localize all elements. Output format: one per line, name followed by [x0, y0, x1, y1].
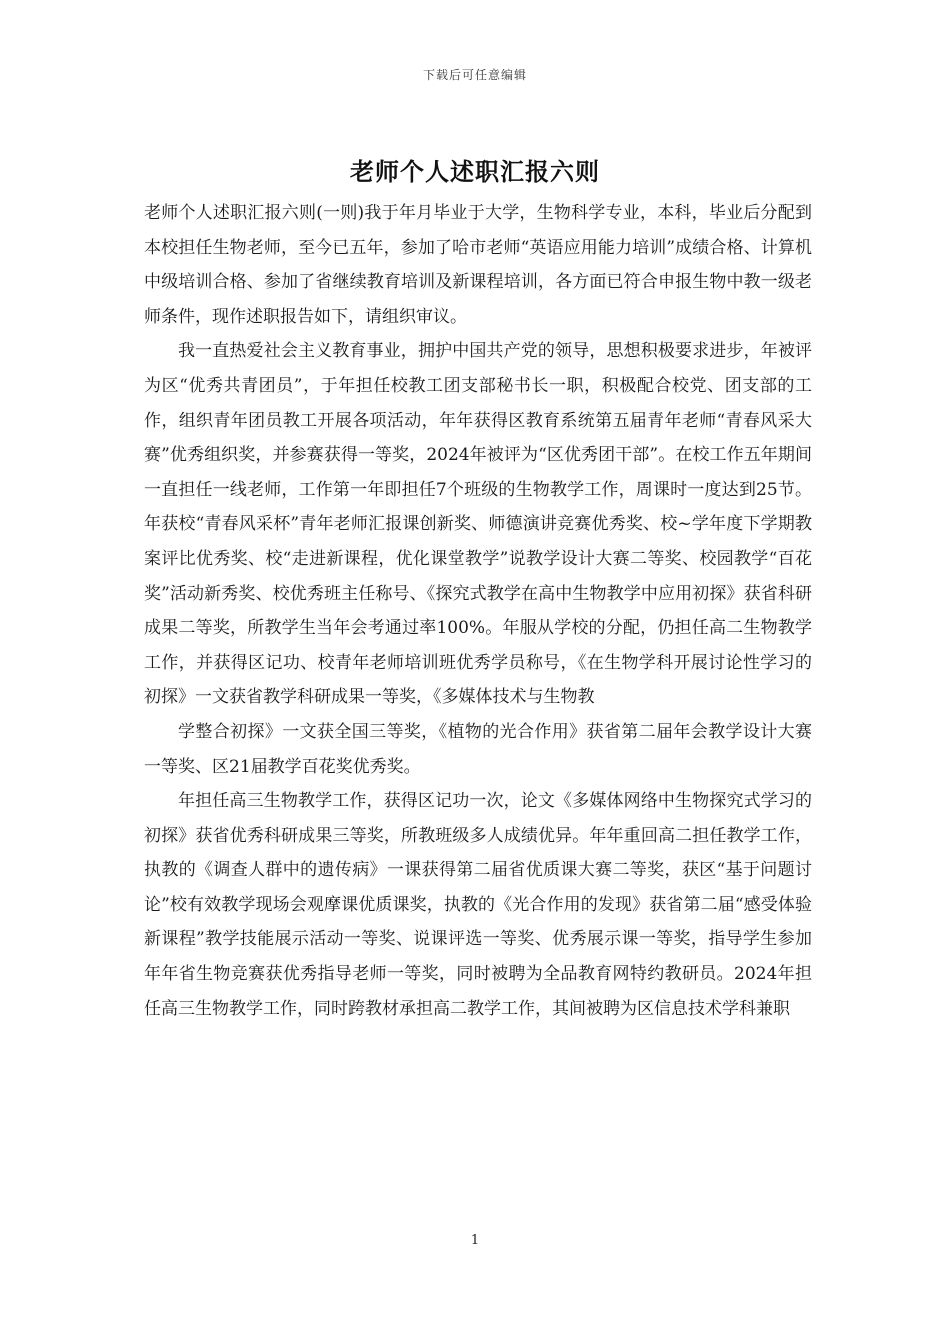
paragraph-4: 年担任高三生物教学工作，获得区记功一次，论文《多媒体网络中生物探究式学习的初探》获省优秀科研成果三等奖，所教班级多人成绩优异。年年重回高二担任教学工作，执教的《调查人群中的遗传病》一课获得第二届省优质课大赛二等奖，获区“基于问题讨论”校有效教学现场会观摩课优质课奖，执教的《光合作用的发现》获省第二届“感受体验新课程”教学技能展示活动一等奖、说课评选一等奖、优秀展示课一等奖，指导学生参加年年省生物竞赛获优秀指导老师一等奖，同时被聘为全品教育网特约教研员。2024年担任高三生物教学工作，同时跨教材承担高二教学工作，其间被聘为区信息技术学科兼职 [144, 791, 812, 1019]
paragraph-2: 我一直热爱社会主义教育事业，拥护中国共产党的领导，思想积极要求进步，年被评为区“优秀共青团员”，于年担任校教工团支部秘书长一职，积极配合校党、团支部的工作，组织青年团员教工开展各项活动，年年获得区教育系统第五届青年老师“青春风采大赛”优秀组织奖，并参赛获得一等奖，2024年被评为“区优秀团干部”。在校工作五年期间一直担任一线老师，工作第一年即担任7个班级的生物教学工作，周课时一度达到25节。年获校“青春风采杯”青年老师汇报课创新奖、师德演讲竞赛优秀奖、校~学年度下学期教案评比优秀奖、校“走进新课程，优化课堂教学”说教学设计大赛二等奖、校园教学“百花奖”活动新秀奖、校优秀班主任称号、《探究式教学在高中生物教学中应用初探》获省科研成果二等奖，所教学生当年会考通过率100%。年服从学校的分配，仍担任高二生物教学工作，并获得区记功、校青年老师培训班优秀学员称号，《在生物学科开展讨论性学习的初探》一文获省教学科研成果一等奖，《多媒体技术与生物教 [144, 341, 812, 708]
document-title: 老师个人述职汇报六则 [350, 157, 600, 186]
page-number: 1 [470, 1233, 480, 1248]
paragraph-3: 学整合初探》一文获全国三等奖，《植物的光合作用》获省第二届年会教学设计大赛一等奖、区21届教学百花奖优秀奖。 [144, 721, 812, 777]
paragraph-1: 老师个人述职汇报六则(一则)我于年月毕业于大学，生物科学专业，本科，毕业后分配到本校担任生物老师，至今已五年，参加了哈市老师“英语应用能力培训”成绩合格、计算机中级培训合格、参加了省继续教育培训及新课程培训，各方面已符合申报生物中教一级老师条件，现作述职报告如下，请组织审议。 [144, 203, 812, 327]
header-note: 下载后可任意编辑 [422, 68, 527, 82]
document-body [144, 196, 812, 1026]
